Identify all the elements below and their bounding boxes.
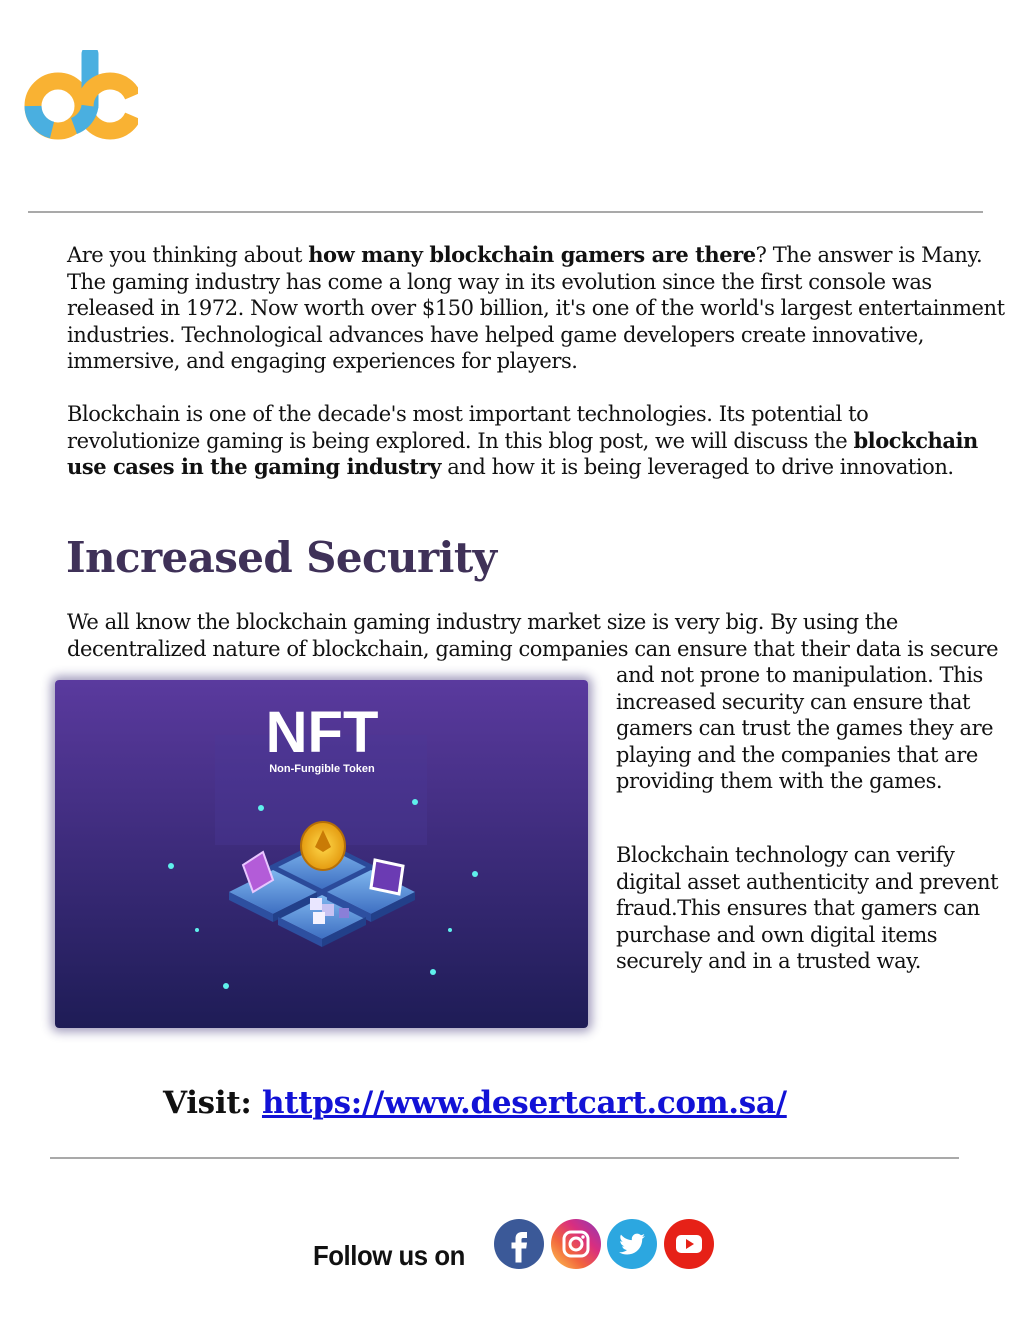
intro-text: Blockchain is one of the decade's most important technologies. Its potential to revolutionize gaming is being explored. In this blog post, we will discuss the <box>67 402 869 453</box>
follow-label: Follow us on <box>313 1240 465 1271</box>
top-divider <box>28 211 983 213</box>
nft-artwork <box>55 680 588 1028</box>
youtube-icon[interactable] <box>663 1218 715 1270</box>
visit-label: Visit: <box>163 1085 262 1121</box>
facebook-icon[interactable] <box>493 1218 545 1270</box>
intro-paragraph-2 <box>67 401 1007 481</box>
section-heading: Increased Security <box>66 533 497 582</box>
intro-text: ? The answer is Many. The gaming industry has come a long way in its evolution since the first console was released in 1972. Now worth over $150 billion, it's one of the world's largest entertainment industries. Technological advances have helped game developers create innovative, immersive, and engaging experiences for players. <box>67 243 1005 374</box>
intro-bold-text: blockchain use cases in the gaming industry <box>67 427 978 480</box>
intro-paragraph-1 <box>67 242 1007 375</box>
dc-logo-icon[interactable] <box>22 50 138 142</box>
nft-title: NFT <box>265 700 379 765</box>
twitter-icon[interactable] <box>606 1218 658 1270</box>
visit-link[interactable]: https://www.desertcart.com.sa/ <box>261 1085 787 1121</box>
nft-subtitle: Non-Fungible Token <box>269 763 375 775</box>
nft-illustration <box>55 680 588 1028</box>
section-paragraph: We all know the blockchain gaming industry market size is very big. By using the decentralized nature of blockchain, gaming companies can ensure that their data is secure <box>67 610 999 661</box>
intro-text: and how it is being leveraged to drive innovation. <box>441 455 954 480</box>
instagram-icon[interactable] <box>550 1218 602 1270</box>
intro-bold-link-text: how many blockchain gamers are there <box>308 242 756 267</box>
bottom-divider <box>50 1157 959 1159</box>
side-paragraph-2: Blockchain technology can verify digital asset authenticity and prevent fraud.This ensures that gamers can purchase and own digital items securely and in a trusted way. <box>616 843 999 974</box>
side-paragraph-1: and not prone to manipulation. This increased security can ensure that gamers can trust the games they are playing and the companies that are providing them with the games. <box>616 663 994 794</box>
visit-line <box>163 1085 787 1121</box>
intro-text: Are you thinking about <box>67 243 309 267</box>
